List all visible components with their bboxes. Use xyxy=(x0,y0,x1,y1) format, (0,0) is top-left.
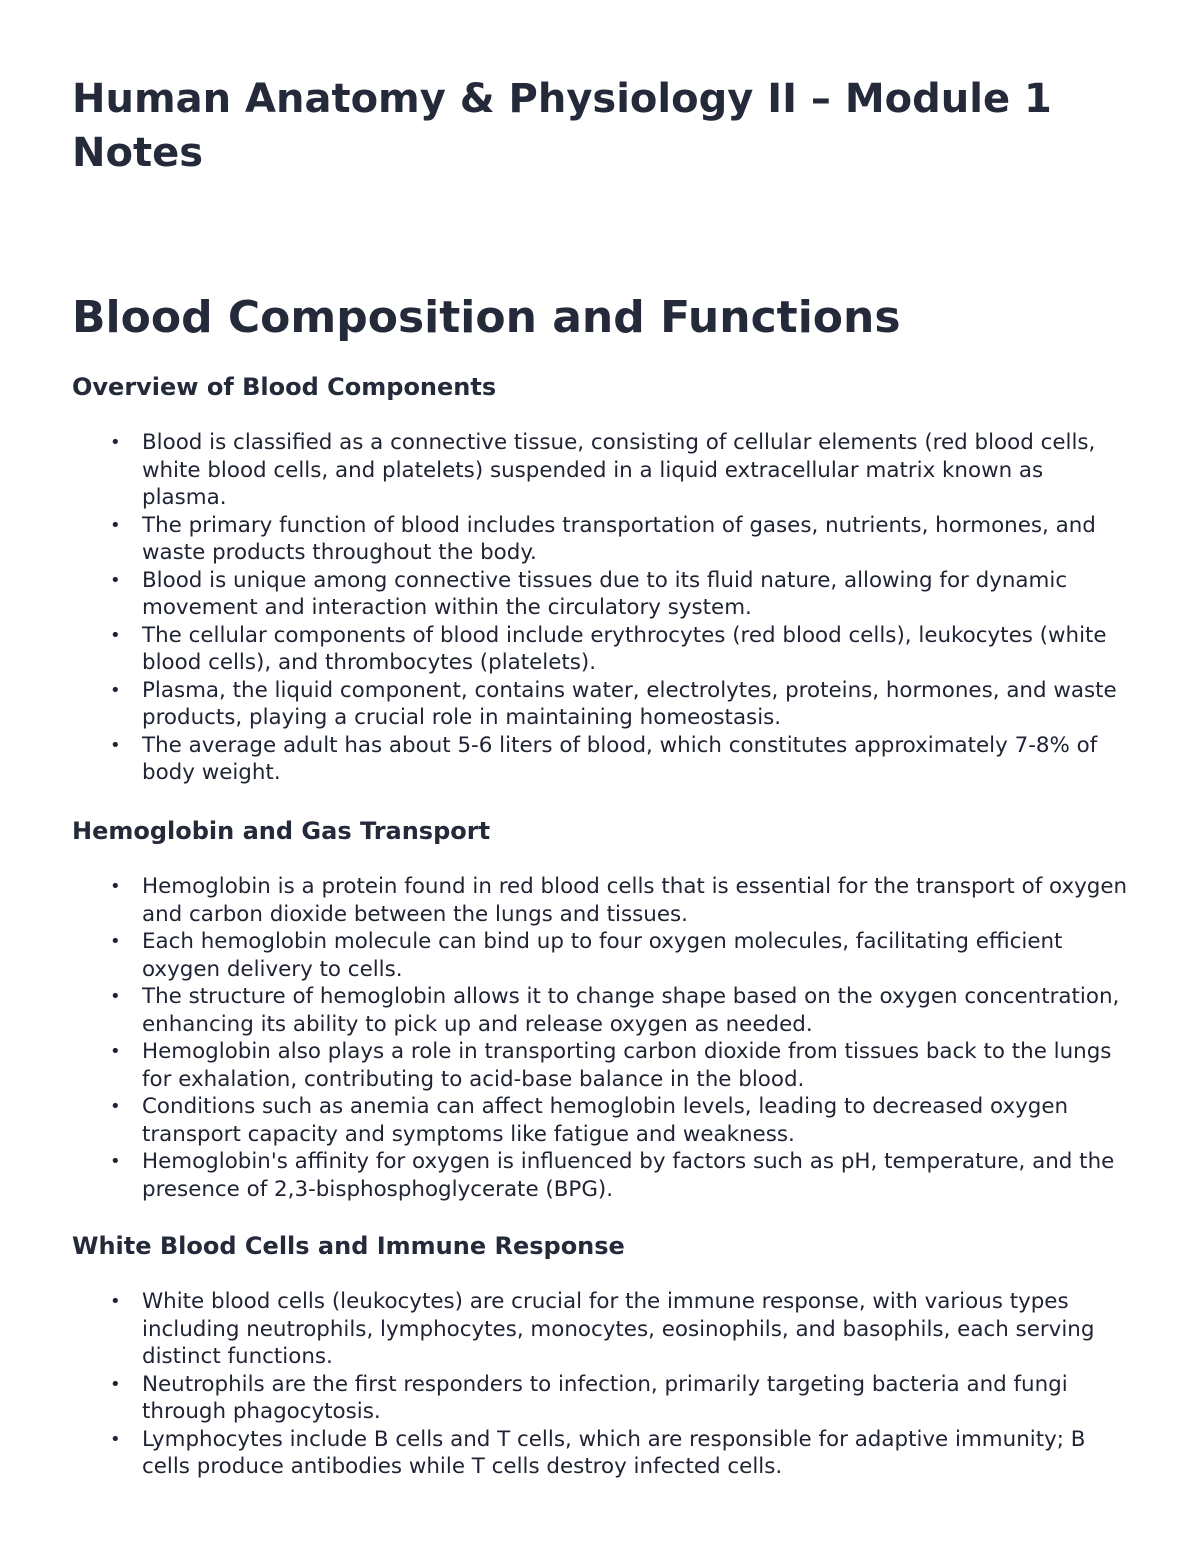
bullet-icon: • xyxy=(110,679,121,701)
list-item xyxy=(72,1371,1132,1426)
list-item-text: Lymphocytes include B cells and T cells, which are responsible for adaptive immunity; B cells produce antibodies while T cells destroy infected cells. xyxy=(142,1426,1086,1479)
list-item-text: Each hemoglobin molecule can bind up to four oxygen molecules, facilitating efficient oxygen delivery to cells. xyxy=(142,929,1063,982)
list-item-text: The average adult has about 5-6 liters of blood, which constitutes approximately 7-8% of body weight. xyxy=(142,732,1098,785)
list-item-text: Neutrophils are the first responders to infection, primarily targeting bacteria and fungi through phagocytosis. xyxy=(142,1371,1068,1424)
subsection-white-blood-cells xyxy=(72,1231,1132,1481)
bullet-icon: • xyxy=(110,514,121,536)
list-item xyxy=(72,873,1132,928)
bullet-icon: • xyxy=(110,1096,121,1117)
section-title: Blood Composition and Functions xyxy=(72,292,901,343)
list-item-text: Plasma, the liquid component, contains water, electrolytes, proteins, hormones, and waste products, playing a crucial role in maintaining homeostasis. xyxy=(142,677,1117,730)
bullet-list xyxy=(72,873,1132,1203)
list-item xyxy=(72,1426,1132,1481)
list-item xyxy=(72,1093,1132,1148)
bullet-icon: • xyxy=(110,624,121,646)
subsection-heading: Overview of Blood Components xyxy=(72,373,497,401)
list-item xyxy=(72,677,1132,732)
bullet-icon: • xyxy=(110,734,121,756)
list-item xyxy=(72,1038,1132,1093)
list-item xyxy=(72,429,1132,512)
list-item-text: Hemoglobin also plays a role in transporting carbon dioxide from tissues back to the lungs for exhalation, contributing to acid-base balance in the blood. xyxy=(142,1039,1112,1092)
bullet-icon: • xyxy=(110,876,121,897)
list-item xyxy=(72,732,1132,787)
list-item-text: The structure of hemoglobin allows it to change shape based on the oxygen concentration, enhancing its ability to pick up and release oxygen as needed. xyxy=(142,984,1120,1037)
list-item-text: White blood cells (leukocytes) are crucial for the immune response, with various types including neutrophils, lymphocytes, monocytes, eosinophils, and basophils, each serving distinct functions. xyxy=(142,1289,1095,1369)
bullet-icon: • xyxy=(110,569,121,591)
document-title: Human Anatomy & Physiology II – Module 1 Notes xyxy=(72,76,1052,176)
bullet-icon: • xyxy=(110,432,121,453)
list-item-text: Blood is unique among connective tissues due to its fluid nature, allowing for dynamic movement and interaction within the circulatory system. xyxy=(142,567,1068,620)
bullet-icon: • xyxy=(110,986,121,1007)
list-item xyxy=(72,1148,1132,1203)
list-item-text: Blood is classified as a connective tissue, consisting of cellular elements (red blood cells, white blood cells, and platelets) suspended in a liquid extracellular matrix known as plasma. xyxy=(142,430,1096,510)
bullet-icon: • xyxy=(110,1041,121,1062)
list-item-text: Hemoglobin's affinity for oxygen is influenced by factors such as pH, temperature, and the presence of 2,3-bisphosphoglycerate (BPG). xyxy=(142,1149,1115,1202)
bullet-icon: • xyxy=(110,931,121,952)
bullet-icon: • xyxy=(110,1428,121,1450)
subsection-heading: Hemoglobin and Gas Transport xyxy=(72,817,491,845)
list-item xyxy=(72,567,1132,622)
bullet-icon: • xyxy=(110,1373,121,1395)
list-item xyxy=(72,1288,1132,1371)
list-item xyxy=(72,983,1132,1038)
bullet-icon: • xyxy=(110,1291,121,1312)
bullet-icon: • xyxy=(110,1151,121,1172)
subsection-hemoglobin xyxy=(72,816,1132,1203)
list-item-text: Hemoglobin is a protein found in red blood cells that is essential for the transport of oxygen and carbon dioxide between the lungs and tissues. xyxy=(142,874,1128,927)
bullet-list xyxy=(72,1288,1132,1481)
subsection-heading: White Blood Cells and Immune Response xyxy=(72,1232,625,1260)
list-item-text: The primary function of blood includes transportation of gases, nutrients, hormones, and waste products throughout the body. xyxy=(142,512,1096,565)
bullet-list xyxy=(72,429,1132,787)
list-item-text: Conditions such as anemia can affect hemoglobin levels, leading to decreased oxygen transport capacity and symptoms like fatigue and weakness. xyxy=(142,1094,1069,1147)
subsection-blood-components xyxy=(72,372,1132,787)
list-item xyxy=(72,928,1132,983)
list-item xyxy=(72,622,1132,677)
list-item-text: The cellular components of blood include erythrocytes (red blood cells), leukocytes (white blood cells), and thrombocytes (platelets). xyxy=(142,622,1107,675)
list-item xyxy=(72,512,1132,567)
